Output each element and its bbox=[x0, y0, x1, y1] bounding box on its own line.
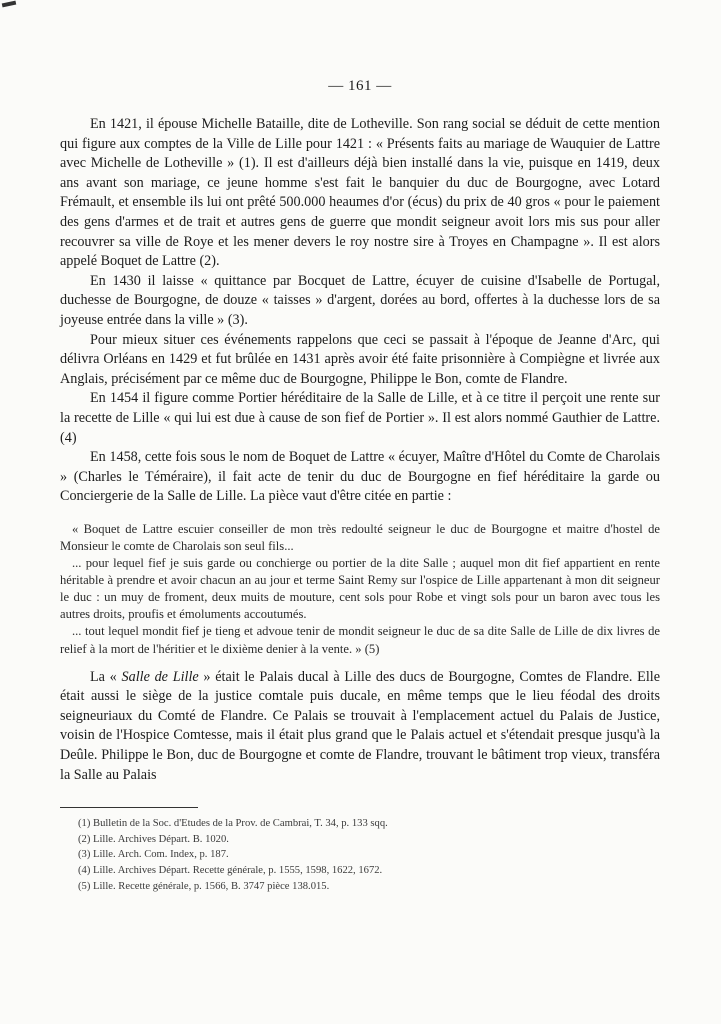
footnote-divider bbox=[60, 807, 198, 808]
footnote: (2) Lille. Archives Départ. B. 1020. bbox=[78, 833, 229, 845]
closing-italic: Salle de Lille bbox=[121, 668, 199, 685]
footnote: (1) Bulletin de la Soc. d'Etudes de la Prov. de Cambrai, T. 34, p. 133 sqq. bbox=[78, 818, 388, 830]
quote-line: « Boquet de Lattre escuier conseiller de mon très redoulté seigneur le duc de Bourgogne et maitre d'hostel de Monsieur le comte de Charolais son seul fils... bbox=[60, 521, 660, 553]
closing-rest: » était le Palais ducal à Lille des ducs de Bourgogne, Comtes de Flandre. Elle était aussi le siège de la justice comtale puis ducale, en même temps que le lieu féodal des droits seigneuriaux du Comté de Flandre. Ce Palais se trouvait à l'emplacement actuel du Palais de Justice, voisin de l'Hospice Comtesse, mais il était plus grand que le Palais actuel et s'étendait presque jusqu'à la Deûle. Philippe le Bon, duc de Bourgogne et comte de Flandre, trouvant le bâtiment trop vieux, transféra la Salle au Palais bbox=[60, 668, 660, 783]
paragraph-1454: En 1454 il figure comme Portier héréditaire de la Salle de Lille, et à ce titre il perçoit une rente sur la recette de Lille « qui lui est due à cause de son fief de Portier ». Il est alors nommé Gauthier de Lattre. (4) bbox=[60, 390, 660, 446]
quoted-charter bbox=[60, 521, 660, 658]
closing-lead: La « bbox=[90, 668, 122, 685]
footnotes bbox=[60, 816, 660, 894]
main-text bbox=[60, 115, 660, 507]
paragraph-salle-de-lille bbox=[60, 668, 660, 786]
document-page bbox=[60, 78, 660, 894]
page-number: — 161 — bbox=[328, 78, 392, 94]
paragraph-1421: En 1421, il épouse Michelle Bataille, dite de Lotheville. Son rang social se déduit de cette mention qui figure aux comptes de la Ville de Lille pour 1421 : « Présents faits au mariage de Wauquier de Lattre avec Michelle de Lotheville » (1). Il est d'ailleurs déjà bien installé dans la vie, puisque en 1419, deux ans avant son mariage, ce jeune homme s'est fait le banquier du duc de Bourgogne, avec Lotard Frémault, et ensemble ils lui ont prêté 500.000 heaumes d'or (écus) du prix de 40 gros « pour le paiement des gens d'armes et de trait et autres gens de guerre que mondit seigneur avoit lors mis sus pour aller recouvrer sa ville de Roye et les mener devers le roy nostre sire à Troyes en Champagne ». Il est alors appelé Boquet de Lattre (2). bbox=[60, 116, 660, 270]
scan-corner-mark bbox=[2, 1, 17, 8]
closing-text bbox=[60, 668, 660, 786]
footnote: (4) Lille. Archives Départ. Recette générale, p. 1555, 1598, 1622, 1672. bbox=[78, 864, 383, 876]
footnote: (5) Lille. Recette générale, p. 1566, B. 3747 pièce 138.015. bbox=[78, 880, 330, 892]
paragraph-1458: En 1458, cette fois sous le nom de Boquet de Lattre « écuyer, Maître d'Hôtel du Comte de Charolais » (Charles le Téméraire), il fait acte de tenir du duc de Bourgogne en fief héréditaire la garde ou Conciergerie de la Salle de Lille. La pièce vaut d'être citée en partie : bbox=[60, 449, 660, 505]
footnote: (3) Lille. Arch. Com. Index, p. 187. bbox=[78, 849, 229, 861]
quote-line: ... pour lequel fief je suis garde ou conchierge ou portier de la dite Salle ; auquel mon dit fief appartient en rente héritable à prendre et avoir chacun an au jour et terme Saint Remy sur l'ospice de Lille appartenant à mon dit seigneur le duc : un muy de froment, deux muits de mouture, cent sols pour Robe et vingt sols pour un baron avec tous les autres droits, proufis et émoluments accoutumés. bbox=[60, 556, 660, 622]
quote-line: ... tout lequel mondit fief je tieng et advoue tenir de mondit seigneur le duc de sa dite Salle de Lille de dix livres de relief à la mort de l'héritier et le dixième denier à la vente. » (5) bbox=[60, 624, 660, 656]
paragraph-context: Pour mieux situer ces événements rappelons que ceci se passait à l'époque de Jeanne d'Arc, qui délivra Orléans en 1429 et fut brûlée en 1431 après avoir été faite prisonnière à Compiègne et livrée aux Anglais, précisément par ce même duc de Bourgogne, Philippe le Bon, comte de Flandre. bbox=[60, 331, 660, 387]
paragraph-1430: En 1430 il laisse « quittance par Bocquet de Lattre, écuyer de cuisine d'Isabelle de Portugal, duchesse de Bourgogne, de douze « taisses » d'argent, dorées au bord, offertes à la duchesse lors de sa joyeuse entrée dans la ville » (3). bbox=[60, 272, 660, 328]
